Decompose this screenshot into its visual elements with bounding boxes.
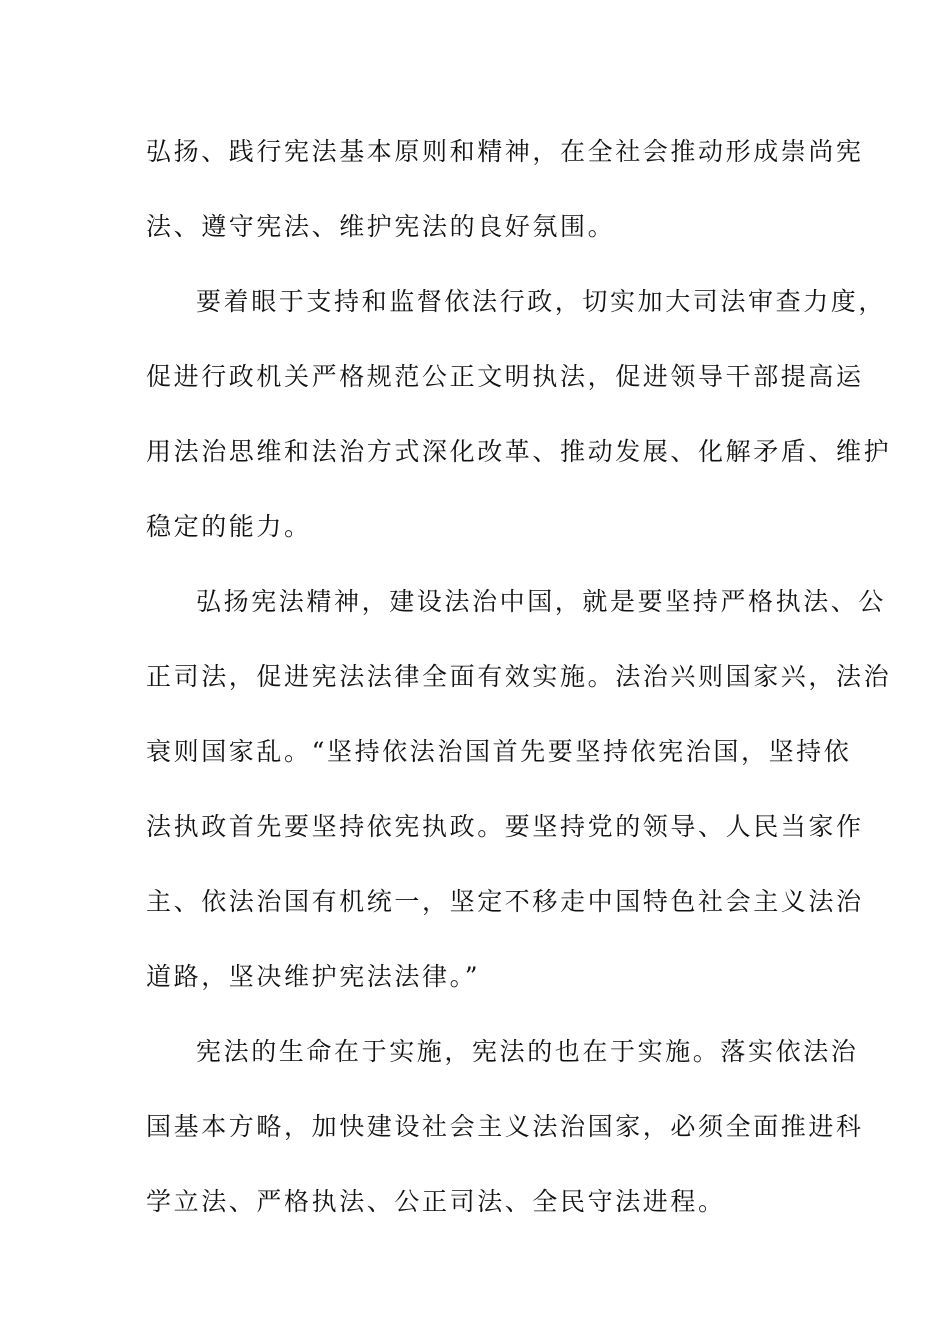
paragraph-2-line-4: 稳定的能力。 (146, 512, 312, 541)
paragraph-2-line-2: 促进行政机关严格规范公正文明执法，促进领导干部提高运 (146, 362, 864, 391)
paragraph-2-line-3: 用法治思维和法治方式深化改革、推动发展、化解矛盾、维护 (146, 437, 892, 466)
paragraph-1-line-2: 法、遵守宪法、维护宪法的良好氛围。 (146, 212, 616, 241)
paragraph-3-line-2: 正司法，促进宪法法律全面有效实施。法治兴则国家兴，法治 (146, 662, 892, 691)
paragraph-4-line-3: 学立法、严格执法、公正司法、全民守法进程。 (146, 1187, 726, 1216)
paragraph-3-line-6: 道路，坚决维护宪法法律。” (146, 962, 481, 991)
paragraph-4-line-1: 宪法的生命在于实施，宪法的也在于实施。落实依法治 (196, 1037, 859, 1066)
paragraph-3-line-1: 弘扬宪法精神，建设法治中国，就是要坚持严格执法、公 (196, 587, 887, 616)
paragraph-3-line-5: 主、依法治国有机统一，坚定不移走中国特色社会主义法治 (146, 887, 864, 916)
paragraph-2-line-1: 要着眼于支持和监督依法行政，切实加大司法审查力度， (196, 287, 887, 316)
paragraph-3-line-3: 衰则国家乱。“坚持依法治国首先要坚持依宪治国，坚持依 (146, 737, 852, 766)
paragraph-4-line-2: 国基本方略，加快建设社会主义法治国家，必须全面推进科 (146, 1112, 864, 1141)
paragraph-3-line-4: 法执政首先要坚持依宪执政。要坚持党的领导、人民当家作 (146, 812, 864, 841)
paragraph-1-line-1: 弘扬、践行宪法基本原则和精神，在全社会推动形成崇尚宪 (146, 137, 864, 166)
